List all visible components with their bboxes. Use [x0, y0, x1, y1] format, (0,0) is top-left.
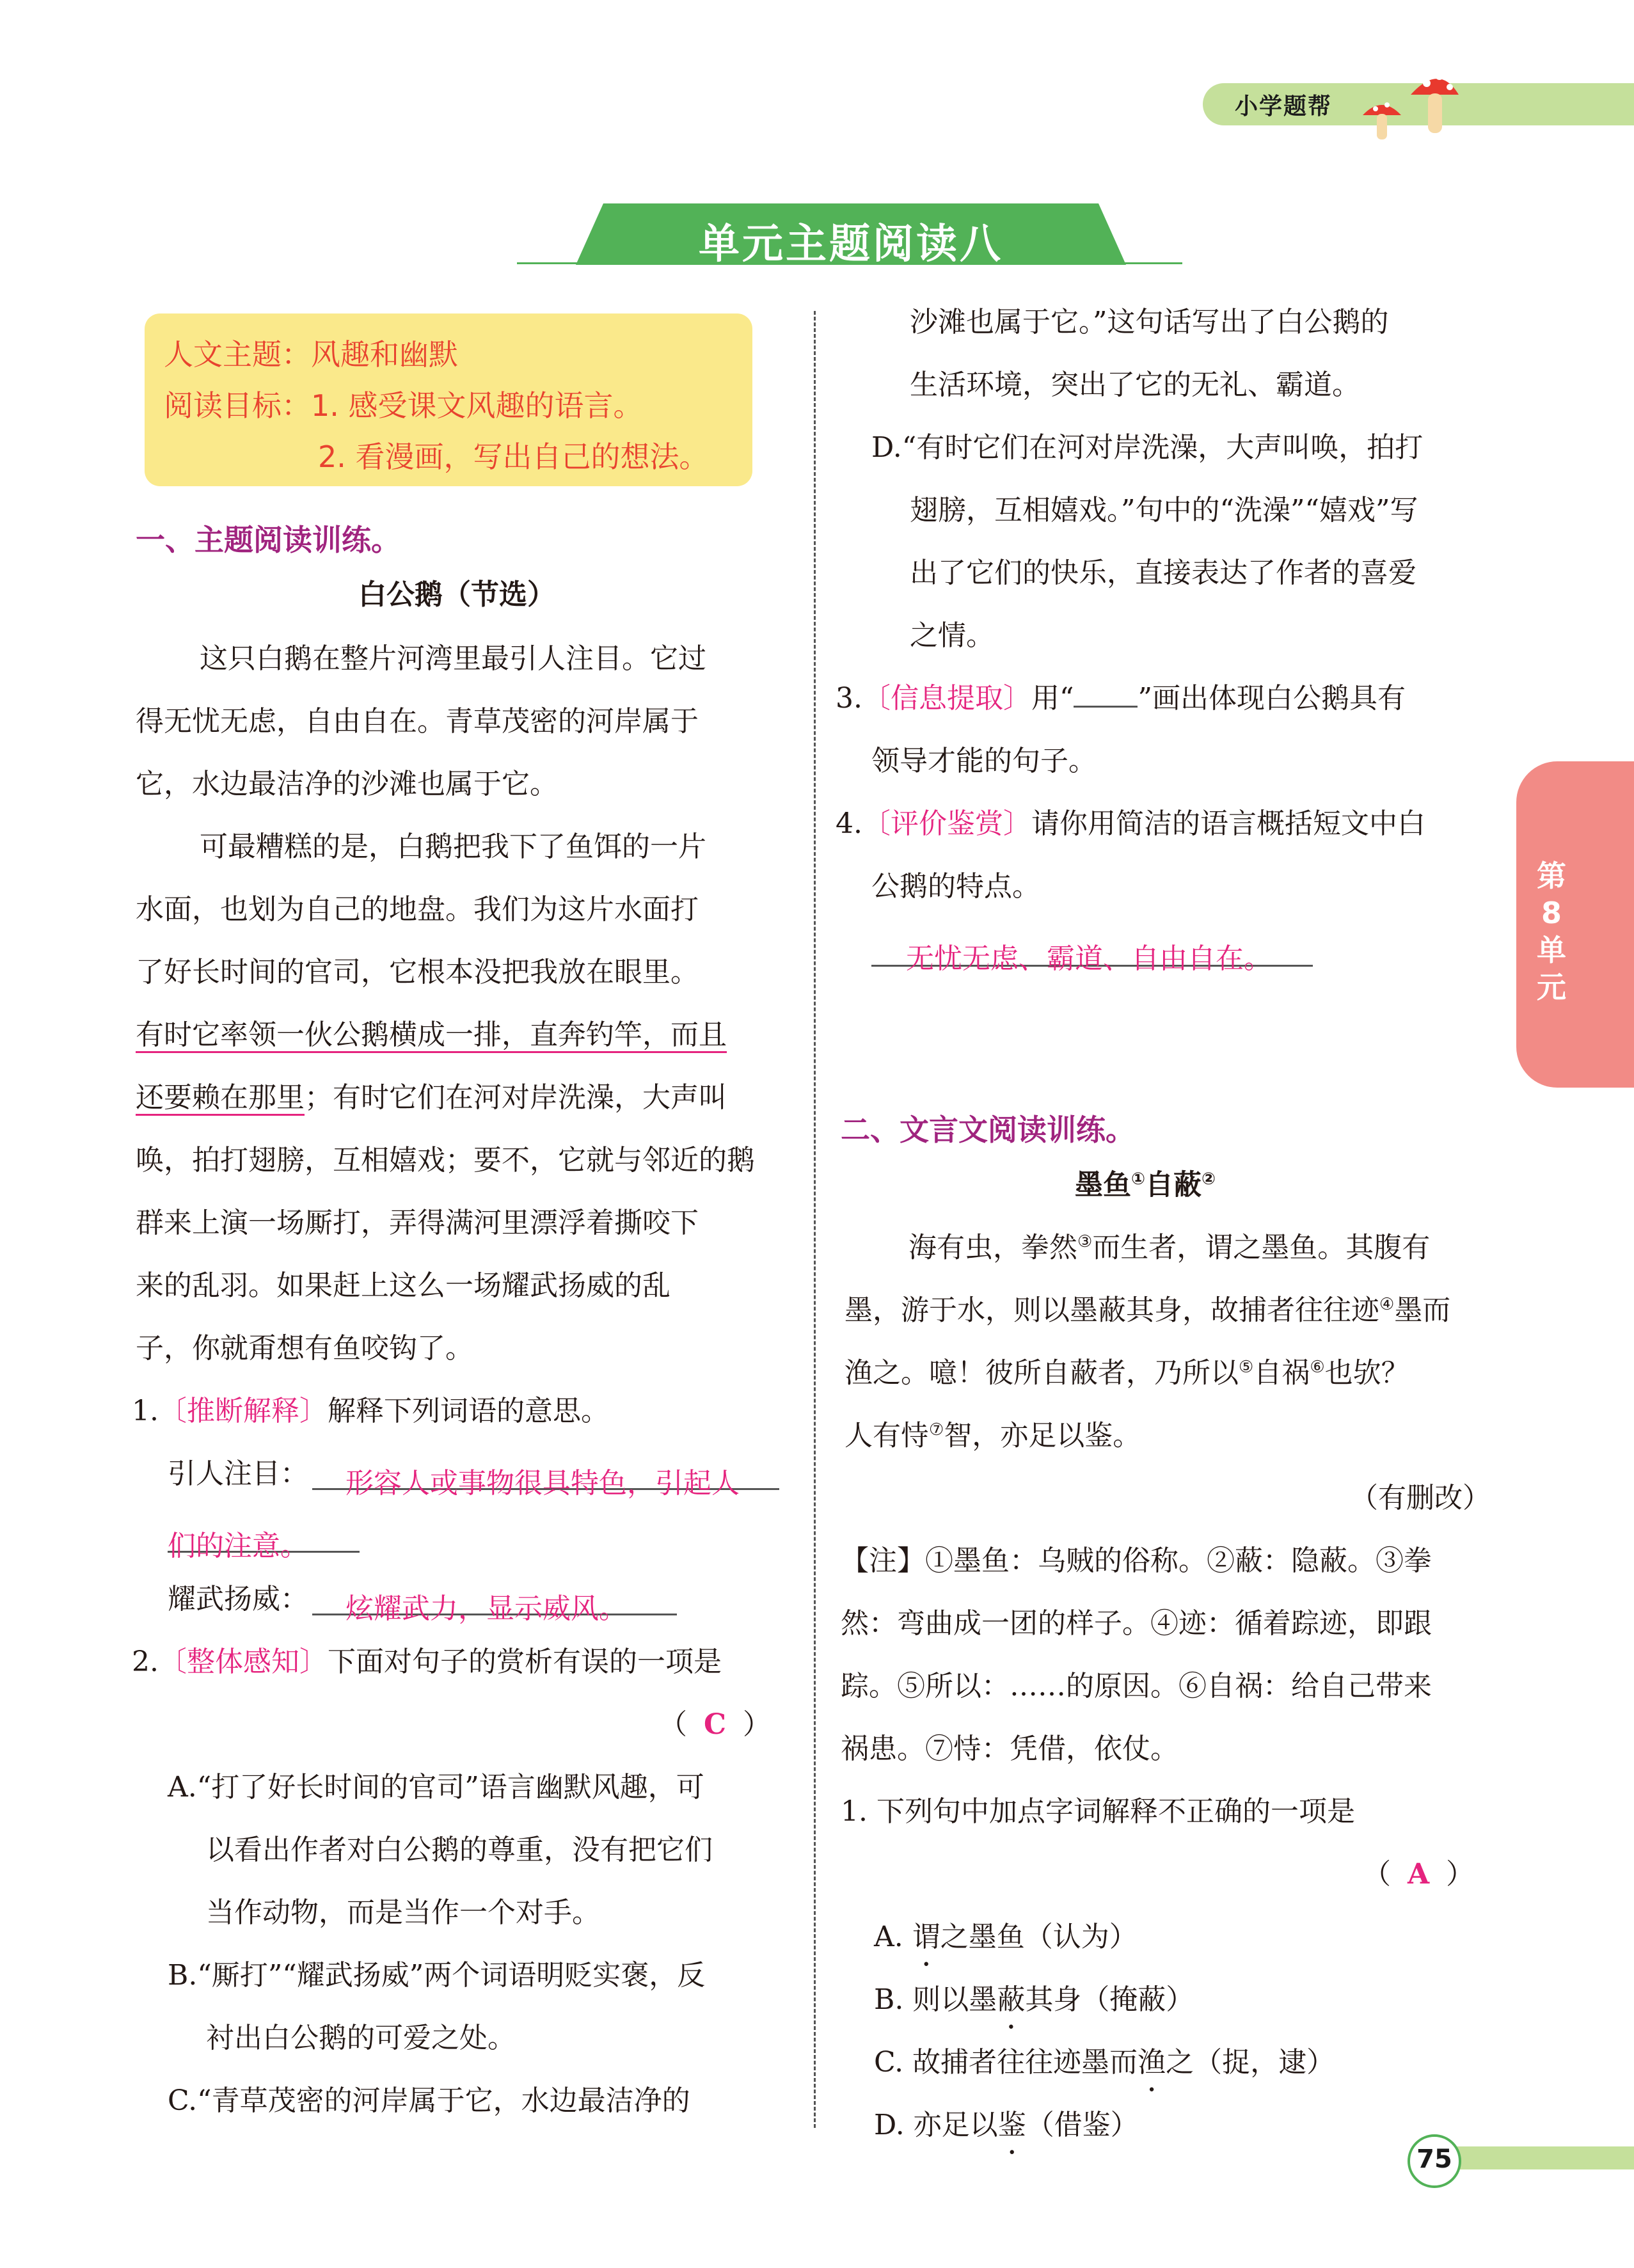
brand-label: 小学题帮	[1235, 93, 1333, 120]
passage-line: 子，你就甭想有鱼咬钩了。	[136, 1332, 473, 1365]
classical-line: 海有虫，拳然③而生者，谓之墨鱼。其腹有	[908, 1231, 1431, 1264]
passage-line: 来的乱羽。如果赶上这么一场耀武扬威的乱	[136, 1269, 670, 1302]
unit-tab-label: 第8单元	[1537, 859, 1566, 1004]
option-d: 翅膀，互相嬉戏。”句中的“洗澡”“嬉戏”写	[910, 494, 1418, 527]
question-tag: 〔信息提取〕	[862, 682, 1031, 715]
passage-title: 白公鹅（节选）	[358, 578, 555, 611]
notes-line: 踪。⑤所以：……的原因。⑥自祸：给自己带来	[841, 1670, 1432, 1702]
notes-line: 祸患。⑦恃：凭借，依仗。	[841, 1733, 1178, 1765]
answer-4: 无忧无虑、霸道、自由自在。	[906, 942, 1272, 975]
passage-line: 这只白鹅在整片河湾里最引人注目。它过	[200, 642, 706, 675]
footer-bar	[1446, 2146, 1634, 2169]
option-a: A.“打了好长时间的官司”语言幽默风趣，可	[168, 1771, 704, 1804]
mushroom-icon	[1350, 56, 1465, 146]
underlined-sentence-end: 还要赖在那里	[136, 1081, 305, 1116]
dotted-char: 渔	[1138, 2046, 1166, 2079]
question-1: 1.〔推断解释〕解释下列词语的意思。	[132, 1395, 609, 1427]
option-b: B.“厮打”“耀武扬威”两个词语明贬实褒，反	[168, 1959, 706, 1992]
question-4-cont: 公鹅的特点。	[871, 870, 1040, 903]
option-c: 生活环境，突出了它的无礼、霸道。	[910, 369, 1360, 401]
source-note: （有删改）	[1350, 1482, 1491, 1514]
classical-line: 渔之。噫！彼所自蔽者，乃所以⑤自祸⑥也欤？	[845, 1356, 1409, 1390]
dotted-char: 鉴	[997, 2109, 1026, 2141]
classical-title: 墨鱼①自蔽②	[1075, 1168, 1216, 1201]
page-number: 75	[1416, 2145, 1452, 2174]
page-title: 单元主题阅读八	[699, 221, 1003, 268]
dotted-char: 谓	[912, 1921, 940, 1953]
answer-1b: 们的注意。	[168, 1530, 308, 1562]
question-tag: 〔推断解释〕	[158, 1395, 328, 1427]
question-3-cont: 领导才能的句子。	[871, 745, 1097, 777]
option-a: 当作动物，而是当作一个对手。	[206, 1896, 600, 1929]
question-2: 2.〔整体感知〕下面对句子的赏析有误的一项是	[132, 1645, 722, 1678]
classical-line: 人有恃⑦智，亦足以鉴。	[845, 1419, 1141, 1452]
objective-goal-2: 2. 看漫画，写出自己的想法。	[318, 440, 709, 474]
term-1: 引人注目：	[168, 1457, 308, 1490]
question-3: 3.〔信息提取〕用“ ”画出体现白公鹅具有	[836, 682, 1406, 715]
objective-theme: 人文主题：风趣和幽默	[164, 337, 458, 372]
section-heading-2: 二、文言文阅读训练。	[841, 1113, 1135, 1147]
answer-bracket: （ A ）	[1363, 1858, 1475, 1891]
question-4: 4.〔评价鉴赏〕请你用简洁的语言概括短文中白	[836, 807, 1425, 840]
question-tag: 〔评价鉴赏〕	[862, 807, 1031, 840]
passage-line: 了好长时间的官司，它根本没把我放在眼里。	[136, 956, 699, 988]
option-c: C.“青草茂密的河岸属于它，水边最洁净的	[168, 2084, 690, 2117]
answer-choice: A	[1408, 1858, 1430, 1891]
objective-goal-1: 阅读目标：1. 感受课文风趣的语言。	[164, 388, 643, 423]
answer-1a: 形容人或事物很具特色，引起人	[345, 1467, 740, 1500]
question-tag: 〔整体感知〕	[158, 1645, 328, 1678]
option-d: 出了它们的快乐，直接表达了作者的喜爱	[910, 557, 1416, 589]
passage-line-rest: ；有时它们在河对岸洗澡，大声叫	[305, 1081, 727, 1114]
classical-option-b: B. 则以墨蔽其身（掩蔽）	[874, 1983, 1194, 2016]
option-c: 沙滩也属于它。”这句话写出了白公鹅的	[910, 306, 1389, 338]
passage-line: 群来上演一场厮打，弄得满河里漂浮着撕咬下	[136, 1207, 699, 1239]
term-2: 耀武扬威：	[168, 1583, 308, 1615]
passage-line: 水面，也划为自己的地盘。我们为这片水面打	[136, 893, 699, 926]
passage-line: 它，水边最洁净的沙滩也属于它。	[136, 768, 558, 800]
underline-symbol	[1074, 686, 1138, 708]
passage-line-underlined	[136, 1021, 727, 1049]
classical-question-1: 1. 下列句中加点字词解释不正确的一项是	[841, 1795, 1355, 1828]
underlined-sentence: 有时它率领一伙公鹅横成一排，直奔钓竿，而且	[136, 1019, 727, 1053]
notes-line: 然：弯曲成一团的样子。④迹：循着踪迹，即跟	[841, 1607, 1432, 1640]
classical-option-a: A. 谓之墨鱼（认为）	[874, 1921, 1138, 1953]
answer-choice: C	[704, 1708, 727, 1741]
answer-bracket: （ C ）	[659, 1708, 772, 1741]
option-a: 以看出作者对白公鹅的尊重，没有把它们	[206, 1834, 713, 1866]
column-divider	[814, 311, 816, 2128]
classical-option-d: D. 亦足以鉴（借鉴）	[874, 2109, 1139, 2141]
passage-line	[136, 1081, 727, 1114]
passage-line: 得无忧无虑，自由自在。青草茂密的河岸属于	[136, 705, 699, 738]
dotted-char: 蔽	[997, 1983, 1026, 2016]
classical-line: 墨，游于水，则以墨蔽其身，故捕者往往迹④墨而	[845, 1294, 1451, 1327]
option-b: 衬出白公鹅的可爱之处。	[206, 2022, 516, 2054]
answer-2: 炫耀武力，显示威风。	[345, 1592, 627, 1625]
passage-line: 可最糟糕的是，白鹅把我下了鱼饵的一片	[200, 830, 706, 863]
passage-line: 唤，拍打翅膀，互相嬉戏；要不，它就与邻近的鹅	[136, 1144, 755, 1177]
notes-line: 【注】①墨鱼：乌贼的俗称。②蔽：隐蔽。③拳	[841, 1544, 1432, 1577]
classical-option-c: C. 故捕者往往迹墨而渔之（捉，逮）	[874, 2046, 1335, 2079]
option-d: D.“有时它们在河对岸洗澡，大声叫唤，拍打	[871, 431, 1424, 464]
section-heading-1: 一、主题阅读训练。	[136, 523, 401, 557]
option-d: 之情。	[910, 619, 994, 652]
